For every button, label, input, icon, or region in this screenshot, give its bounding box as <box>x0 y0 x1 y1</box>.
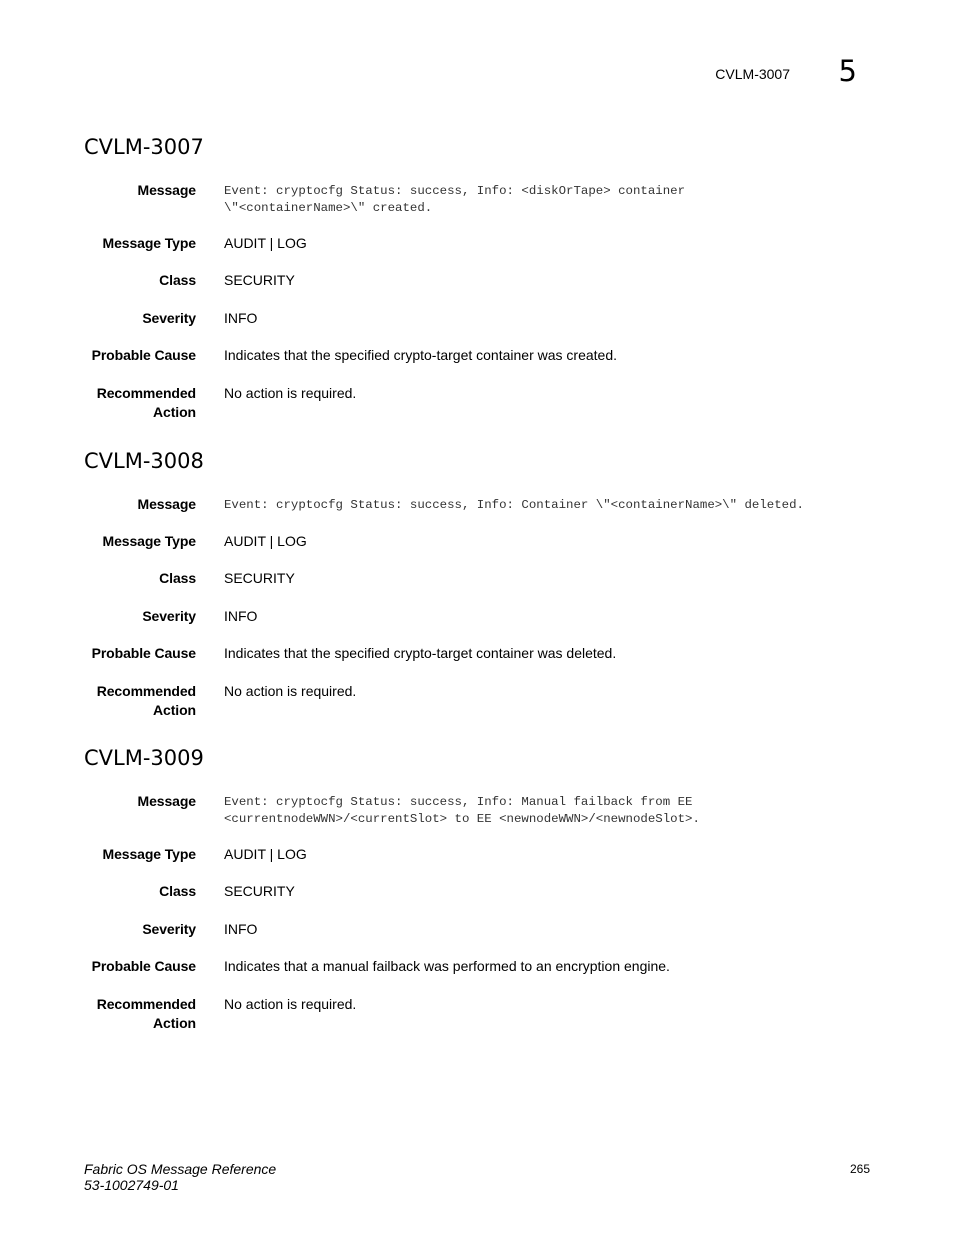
chapter-number: 5 <box>838 54 857 88</box>
field-label: Severity <box>142 310 196 326</box>
field-value: AUDIT | LOG <box>224 235 307 251</box>
field-value: SECURITY <box>224 272 295 288</box>
field-label: Message <box>137 793 196 809</box>
field-value: INFO <box>224 310 258 326</box>
field-label: Class <box>159 272 196 288</box>
field-value: No action is required. <box>224 683 357 699</box>
page-footer <box>84 1161 276 1193</box>
field-value: INFO <box>224 921 258 937</box>
field-label: Message Type <box>102 846 196 862</box>
footer-doc-title: Fabric OS Message Reference <box>84 1161 277 1177</box>
field-label: Recommended Action <box>96 385 196 420</box>
field-label: Recommended Action <box>96 683 196 718</box>
field-value: Event: cryptocfg Status: success, Info: <diskOrTape> container \"<containerName>\" created. <box>224 184 686 215</box>
field-value: Event: cryptocfg Status: success, Info: Manual failback from EE <currentnodeWWN>/<currentSlot> to EE <newnodeWWN>/<newnodeSlot>. <box>224 795 700 826</box>
field-label: Severity <box>142 608 196 624</box>
field-value: AUDIT | LOG <box>224 846 307 862</box>
field-label: Message Type <box>102 533 196 549</box>
field-label: Message <box>137 496 196 512</box>
running-head: CVLM-3007 <box>715 66 790 82</box>
section-title: CVLM-3008 <box>84 449 204 473</box>
field-label: Message <box>137 182 196 198</box>
section-title: CVLM-3009 <box>84 746 204 770</box>
field-value: No action is required. <box>224 996 357 1012</box>
field-value: INFO <box>224 608 258 624</box>
field-label: Class <box>159 570 196 586</box>
field-label: Class <box>159 883 196 899</box>
field-label: Recommended Action <box>96 996 196 1031</box>
field-label: Message Type <box>102 235 196 251</box>
field-label: Severity <box>142 921 196 937</box>
footer-page-number: 265 <box>849 1162 870 1176</box>
section-title: CVLM-3007 <box>84 135 204 159</box>
field-label: Probable Cause <box>91 958 196 974</box>
field-value: Indicates that a manual failback was performed to an encryption engine. <box>224 958 670 974</box>
field-value: No action is required. <box>224 385 357 401</box>
field-value: AUDIT | LOG <box>224 533 307 549</box>
field-value: SECURITY <box>224 883 295 899</box>
field-label: Probable Cause <box>91 347 196 363</box>
field-value: Event: cryptocfg Status: success, Info: Container \"<containerName>\" deleted. <box>224 498 804 512</box>
footer-doc-number: 53-1002749-01 <box>84 1177 179 1193</box>
field-label: Probable Cause <box>91 645 196 661</box>
field-value: Indicates that the specified crypto-target container was deleted. <box>224 645 617 661</box>
field-value: Indicates that the specified crypto-target container was created. <box>224 347 617 363</box>
field-value: SECURITY <box>224 570 295 586</box>
page-header <box>0 54 954 98</box>
